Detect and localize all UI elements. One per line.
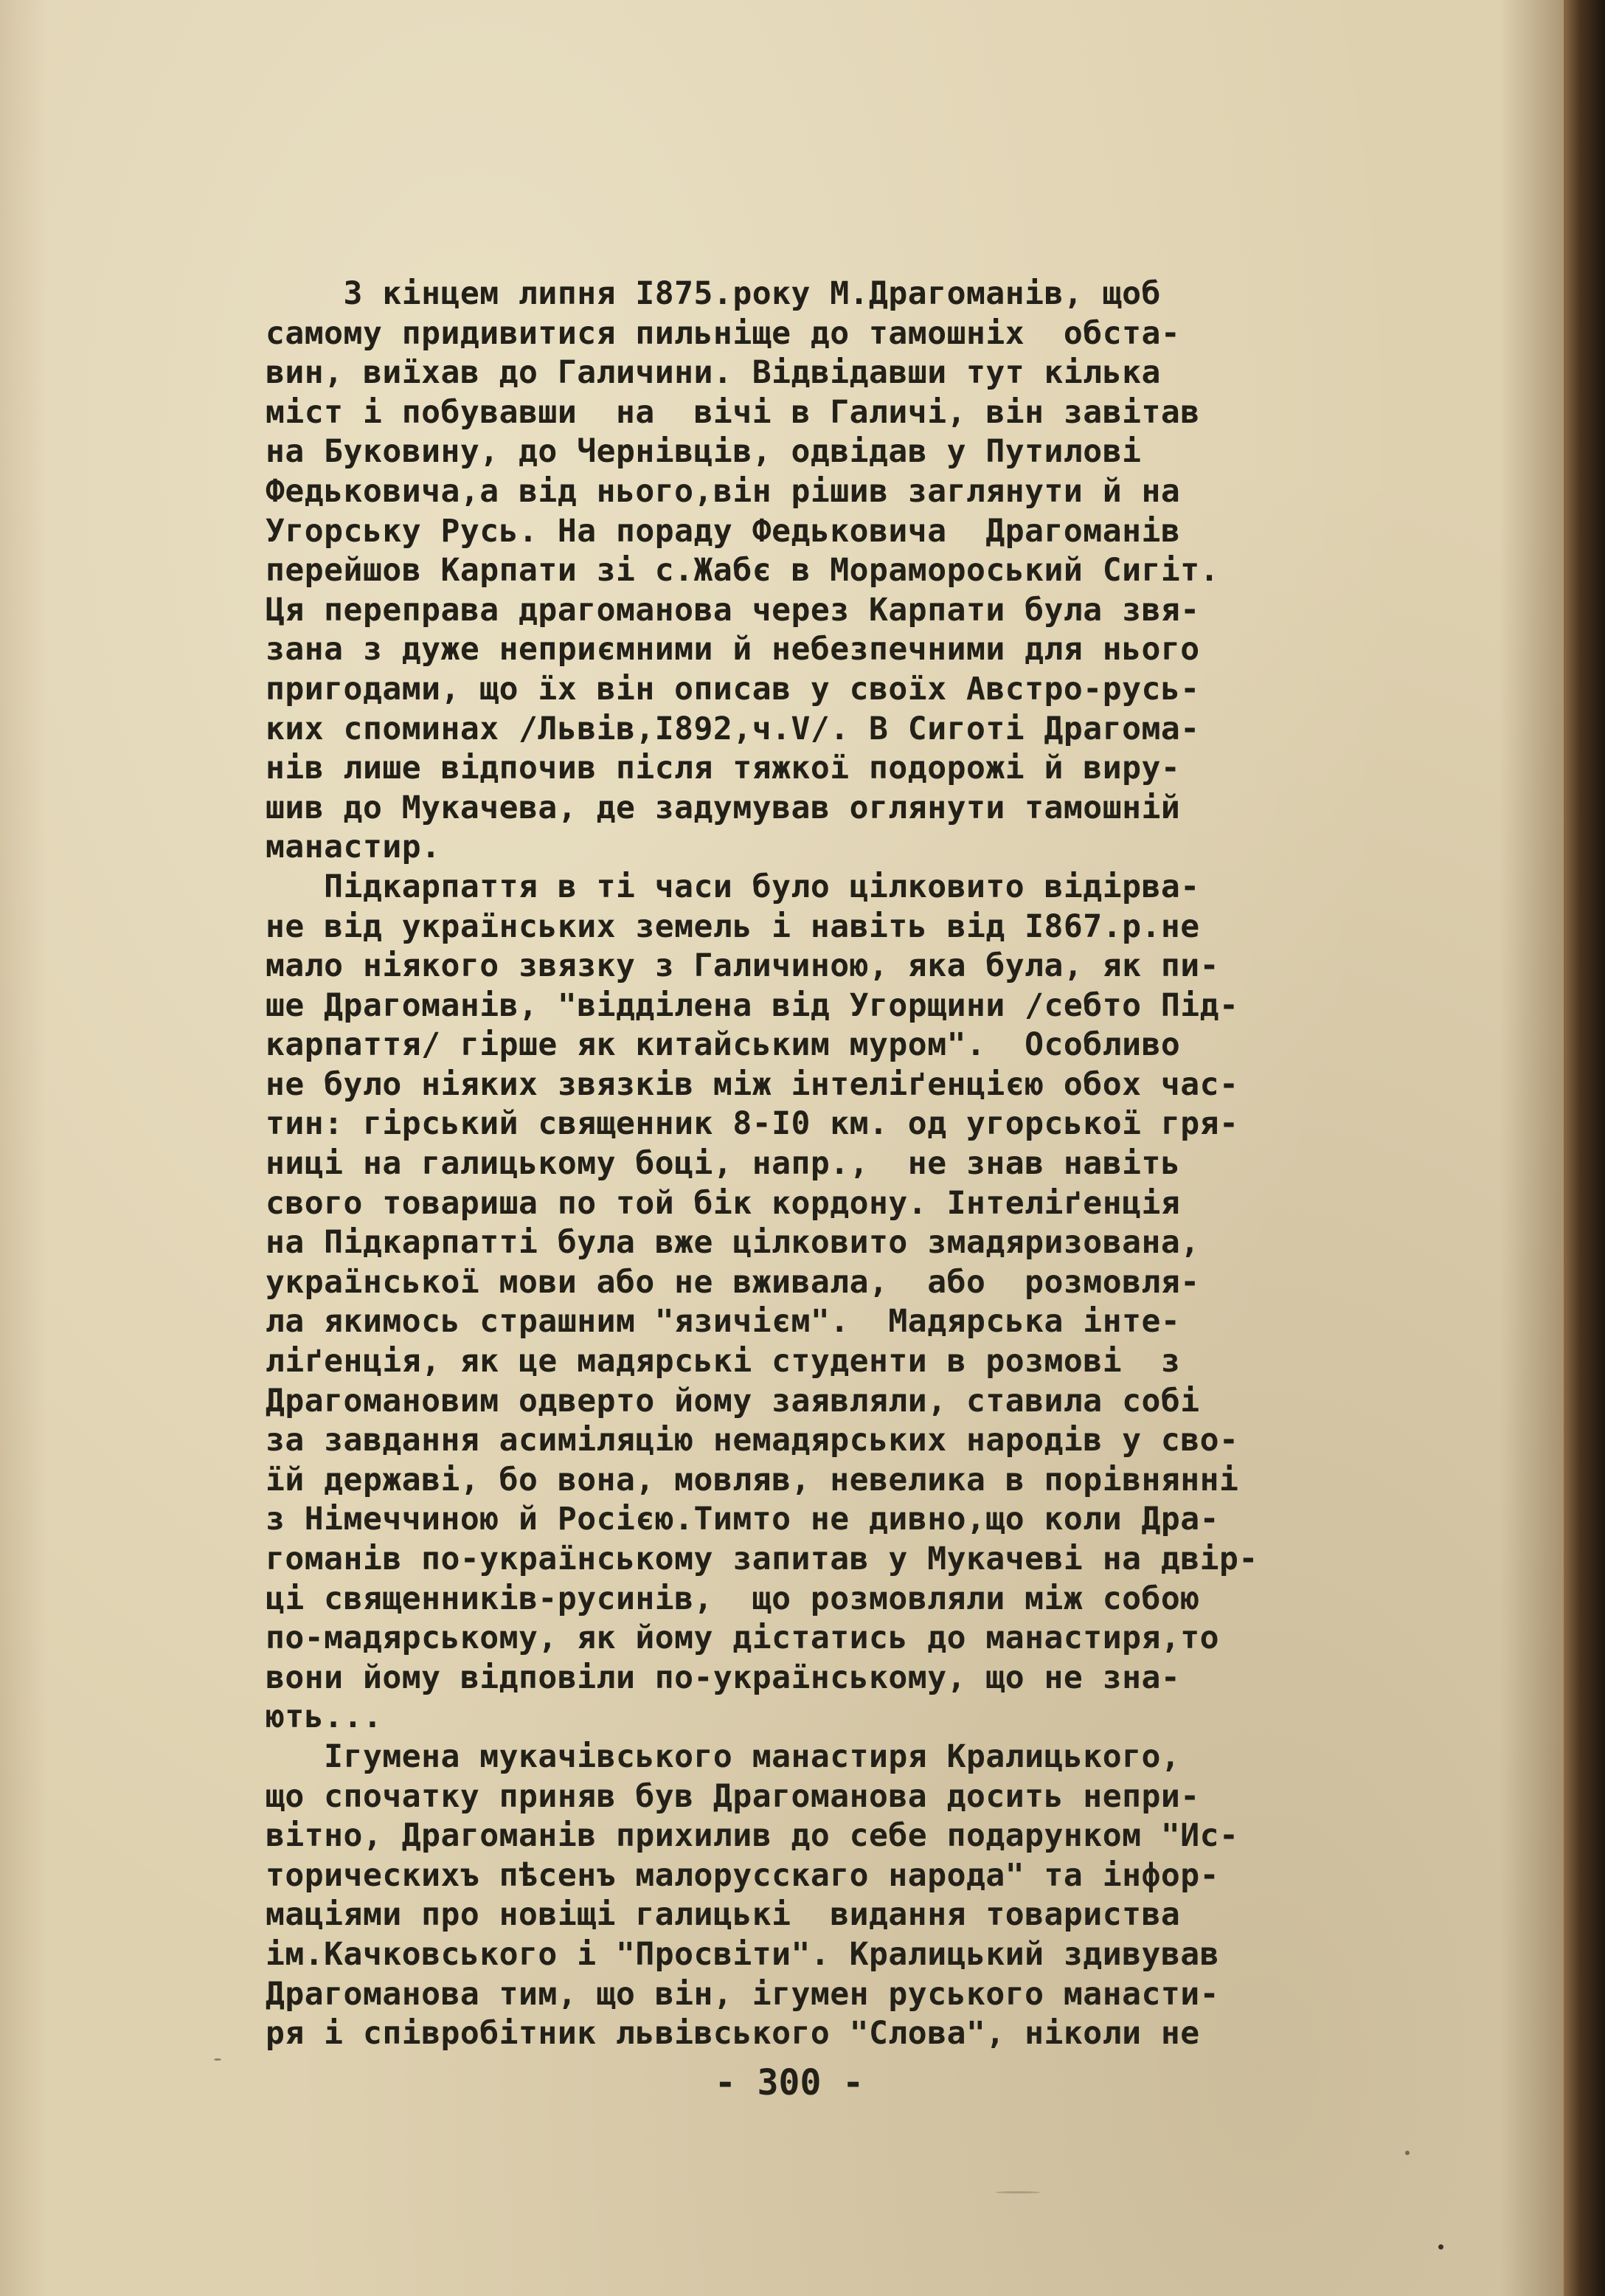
paper-speck (1438, 2244, 1443, 2250)
text-line: Ігумена мукачівського манастиря Кралицького, (266, 1737, 1181, 1775)
text-line: карпаття/ гірше як китайським муром". Особливо (266, 1026, 1181, 1064)
text-line: ці священників-русинів, що розмовляли між собою (266, 1580, 1200, 1617)
text-line: вони йому відповіли по-українському, що не зна- (266, 1659, 1181, 1696)
text-line: по-мадярському, як йому дістатись до манастиря,то (266, 1619, 1220, 1657)
text-line: за завдання асиміляцію немадярських народів у сво- (266, 1422, 1239, 1459)
text-line: міст і побувавши на вічі в Галичі, він завітав (266, 393, 1200, 431)
text-line: ниці на галицькому боці, напр., не знав навіть (266, 1145, 1181, 1183)
book-spine-shadow (1564, 0, 1605, 2296)
text-line: З кінцем липня І875.року М.Драгоманів, щоб (266, 275, 1161, 312)
text-line: української мови або не вживала, або розмовля- (266, 1263, 1200, 1301)
text-line: Драгоманова тим, що він, ігумен руського манасти- (266, 1975, 1220, 2013)
text-line: ліґенція, як це мадярські студенти в розмові з (266, 1343, 1181, 1380)
text-line: самому придивитися пильніще до тамошніх обста- (266, 314, 1181, 352)
text-line: вітно, Драгоманів прихилив до себе подарунком "Ис- (266, 1817, 1239, 1855)
text-line: гоманів по-українському запитав у Мукачеві на двір- (266, 1541, 1258, 1577)
text-line: нів лише відпочив після тяжкої подорожі й виру- (266, 750, 1181, 787)
text-line: Ця переправа драгоманова через Карпати була звя- (266, 591, 1200, 629)
text-line: тин: гірський священник 8-І0 км. од угорської гря- (266, 1105, 1239, 1143)
text-line: торическихъ пѣсенъ малорусскаго народа" та інфор- (266, 1856, 1220, 1894)
text-line: ких споминах /Львів,І892,ч.V/. В Сиготі Драгома- (266, 710, 1200, 747)
paper-speck (1405, 2151, 1410, 2155)
text-line: Угорську Русь. На пораду Федьковича Драгоманів (266, 512, 1181, 550)
text-line: ше Драгоманів, "відділена від Угорщини /себто Під- (266, 986, 1239, 1024)
text-line: Підкарпаття в ті часи було цілковито відірва- (266, 868, 1200, 905)
text-line: ла якимось страшним "язичієм". Мадярська інте- (266, 1303, 1181, 1341)
text-line: не було ніяких звязків між інтеліґенцією обох час- (266, 1065, 1239, 1103)
paper-speck (996, 2191, 1040, 2193)
text-line: ря і співробітник львівського "Слова", ніколи не (266, 2015, 1200, 2053)
text-line: маціями про новіщі галицькі видання товариства (266, 1896, 1181, 1934)
text-line: їй державі, бо вона, мовляв, невелика в порівнянні (266, 1461, 1239, 1498)
paper-speck (214, 2058, 221, 2061)
text-line: манастир. (266, 829, 441, 866)
text-line: пригодами, що їх він описав у своїх Австро-русь- (266, 670, 1200, 708)
text-line: з Німеччиною й Росією.Тимто не дивно,що коли Дра- (266, 1501, 1220, 1538)
text-line: перейшов Карпати зі с.Жабє в Морамороський Сигіт. (266, 552, 1220, 589)
text-line: ють... (266, 1698, 383, 1736)
text-line: на Буковину, до Чернівців, одвідав у Путилові (266, 433, 1142, 471)
text-line: вин, виїхав до Галичини. Відвідавши тут кілька (266, 354, 1161, 392)
main-text (266, 274, 1512, 2054)
text-line: зана з дуже неприємними й небезпечними для нього (266, 631, 1200, 668)
text-line: шив до Мукачева, де задумував оглянути тамошній (266, 789, 1181, 826)
text-line: на Підкарпатті була вже цілковито змадяризована, (266, 1224, 1200, 1262)
text-line: не від українських земель і навіть від І867.р.не (266, 907, 1200, 945)
page-number: - 300 - (714, 2062, 864, 2103)
text-line: Федьковича,а від нього,він рішив заглянути й на (266, 472, 1181, 510)
text-line: що спочатку приняв був Драгоманова досить непри- (266, 1777, 1200, 1815)
text-line: мало ніякого звязку з Галичиною, яка була, як пи- (266, 947, 1220, 985)
text-line: ім.Качковського і "Просвіти". Кралицький здивував (266, 1935, 1220, 1973)
text-line: Драгомановим одверто йому заявляли, ставила собі (266, 1382, 1200, 1420)
text-line: свого товариша по той бік кордону. Інтеліґенція (266, 1184, 1181, 1222)
